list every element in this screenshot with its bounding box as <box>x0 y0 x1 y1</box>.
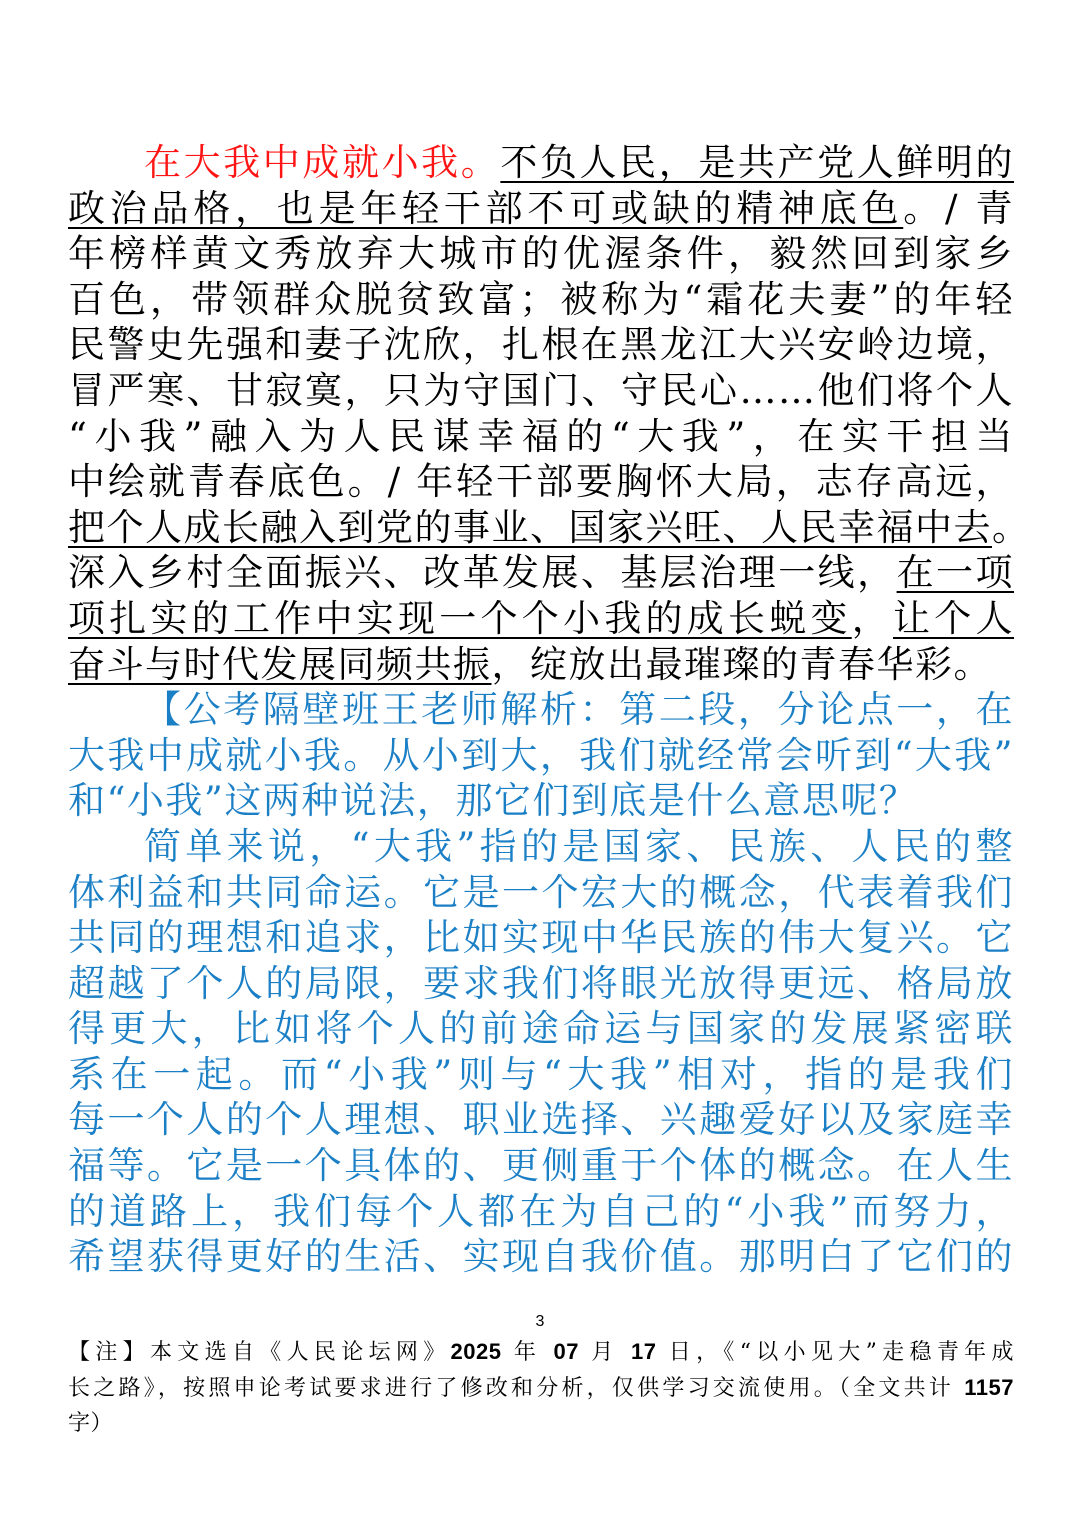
footnote-word-count: 1157 <box>964 1375 1014 1400</box>
analysis-line: 福等。它是一个具体的、更侧重于个体的概念。在人生 <box>68 1144 1014 1188</box>
article-body <box>68 140 1031 1280</box>
footnote-day: 17 <box>630 1339 657 1364</box>
text-segment: 。/ 青 <box>903 186 1015 230</box>
analysis-line: 共同的理想和追求，比如实现中华民族的伟大复兴。它 <box>68 916 1014 960</box>
underlined-text: 政治品格，也是年轻干部不可或缺的精神底色 <box>68 186 904 230</box>
text-line: 年榜样黄文秀放弃大城市的优渥条件，毅然回到家乡 <box>68 232 1014 276</box>
analysis-line: 系在一起。而“小我”则与“大我”相对，指的是我们 <box>68 1052 1014 1096</box>
text-line <box>68 642 1014 688</box>
text-line: 民警史先强和妻子沈欣，扎根在黑龙江大兴安岭边境， <box>68 323 1014 367</box>
text-segment: ，绽放出最璀璨的青春华彩。 <box>491 642 992 686</box>
text-line: “小我”融入为人民谋幸福的“大我”，在实干担当 <box>68 414 1014 458</box>
text-line: 冒严寒、甘寂寞，只为守国门、守民心……他们将个人 <box>68 368 1014 412</box>
underlined-text: 项扎实的工作中实现一个个小我的成长蜕变 <box>68 596 852 640</box>
underlined-text: 在一项 <box>896 551 1015 595</box>
footnote-line <box>68 1370 1014 1406</box>
underlined-text: 奋斗与时代发展同频共振 <box>68 642 492 686</box>
text-line <box>68 140 1014 186</box>
analysis-line: 简单来说，“大我”指的是国家、民族、人民的整 <box>144 824 1014 868</box>
footnote-month: 07 <box>553 1339 579 1364</box>
underlined-text: 让个人 <box>893 596 1014 640</box>
page-number: 3 <box>535 1313 545 1330</box>
footnote-text: 【注】本文选自《人民论坛网》 <box>68 1340 451 1365</box>
footnote-text: 月 <box>591 1340 619 1365</box>
footnote-text: 长之路》，按照申论考试要求进行了修改和分析，仅供学习交流使用。（全文共计 <box>68 1376 955 1401</box>
section-heading: 在大我中成就小我。 <box>144 141 501 184</box>
text-line <box>68 596 1014 642</box>
text-line: 百色，带领群众脱贫致富；被称为“霜花夫妻”的年轻 <box>68 277 1014 321</box>
analysis-line: 希望获得更好的生活、实现自我价值。那明白了它们的 <box>68 1235 1014 1279</box>
text-segment: 深入乡村全面振兴、改革发展、基层治理一线， <box>68 551 897 595</box>
analysis-line: 超越了个人的局限，要求我们将眼光放得更远、格局放 <box>68 961 1014 1005</box>
analysis-line: 【公考隔壁班王老师解析：第二段，分论点一，在 <box>144 688 1014 732</box>
text-segment: 。 <box>992 505 1031 549</box>
footnote-text: 年 <box>513 1340 542 1365</box>
text-segment: ， <box>851 596 893 640</box>
footnote-line: 字） <box>68 1411 114 1436</box>
text-line <box>68 505 1031 551</box>
footnote <box>68 1334 1014 1441</box>
analysis-line: 和“小我”这两种说法，那它们到底是什么意思呢？ <box>68 779 918 823</box>
analysis-line: 每一个人的个人理想、职业选择、兴趣爱好以及家庭幸 <box>68 1098 1014 1142</box>
footnote-line <box>68 1334 1014 1370</box>
analysis-line: 大我中成就小我。从小到大，我们就经常会听到“大我” <box>68 733 1014 777</box>
text-line <box>68 186 1014 232</box>
underlined-text: 把个人成长融入到党的事业、国家兴旺、人民幸福中去 <box>68 505 992 549</box>
footnote-year: 2025 <box>450 1339 502 1364</box>
analysis-line: 的道路上，我们每个人都在为自己的“小我”而努力， <box>68 1189 1014 1233</box>
analysis-line: 得更大，比如将个人的前途命运与国家的发展紧密联 <box>68 1007 1014 1051</box>
text-line <box>68 550 1014 596</box>
footnote-text: 日，《“以小见大”走稳青年成 <box>668 1340 1014 1365</box>
text-line: 中绘就青春底色。/ 年轻干部要胸怀大局，志存高远， <box>68 460 1014 504</box>
analysis-line: 体利益和共同命运。它是一个宏大的概念，代表着我们 <box>68 870 1014 914</box>
underlined-text: 不负人民，是共产党人鲜明的 <box>500 141 1015 184</box>
